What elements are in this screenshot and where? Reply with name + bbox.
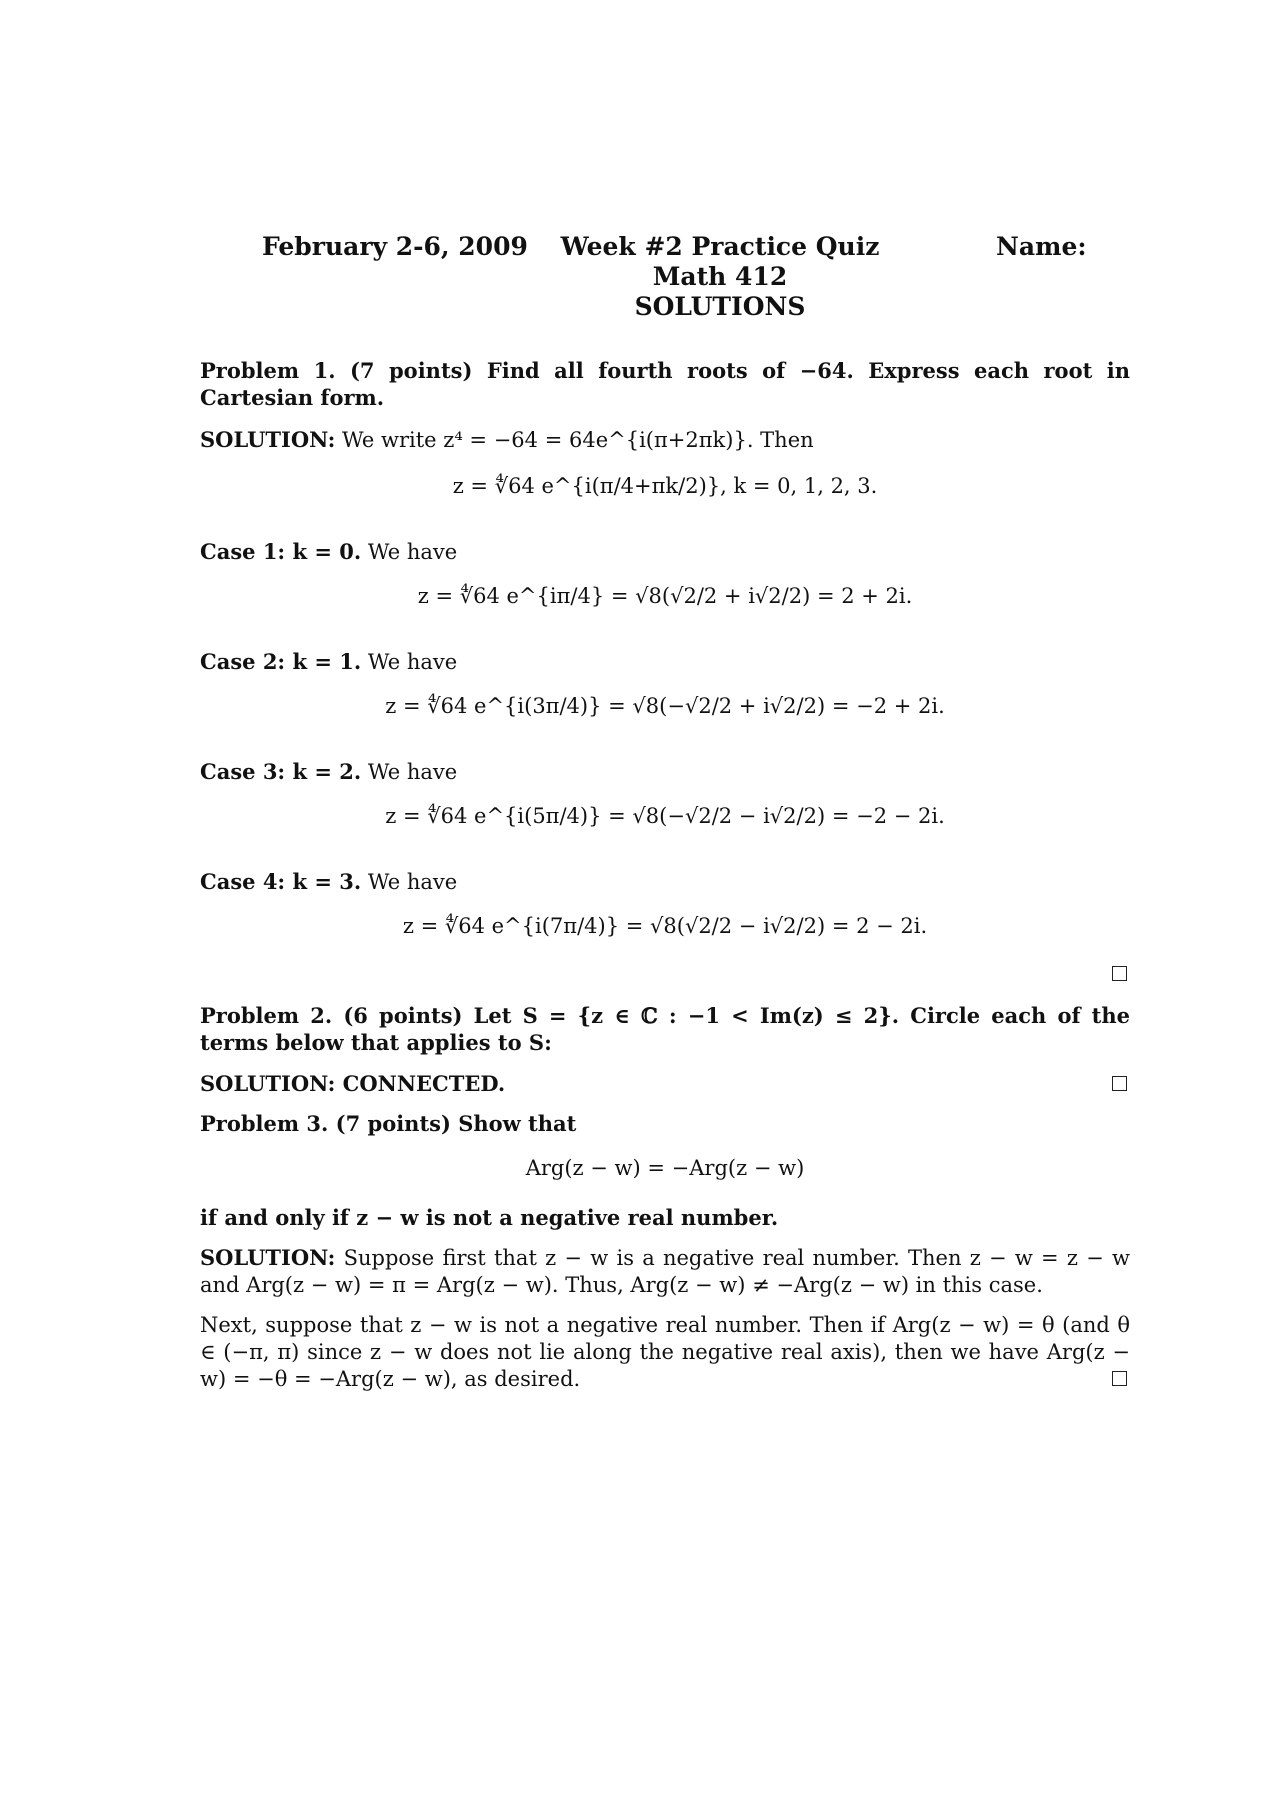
problem3-para1-text: Suppose first that z − w is a negative real number. Then z − w = z − w and Arg(z − w) = π = Arg(z − w). Thus, Arg(z − w) ≠ −Arg(z − w) in this case. [200,1246,1130,1297]
case1-text: We have [367,540,458,564]
problem3-solution-para2: Next, suppose that z − w is not a negative real number. Then if Arg(z − w) = θ (and θ ∈ (−π, π) since z − w does not lie along the negative real axis), then we have Arg(z − w) = −θ = −Arg(z − w), as desired. [200,1313,1130,1391]
problem1-solution-text: We write z⁴ = −64 = 64e^{i(π+2πk)}. Then [342,428,814,452]
case1-label: Case 1: k = 0. [200,539,362,564]
header-name-label: Name: [996,232,1087,261]
case3-equation: z = ∜64 e^{i(5π/4)} = √8(−√2/2 − i√2/2) = −2 − 2i. [385,804,945,828]
problem3-prompt: Problem 3. (7 points) Show that [200,1111,577,1136]
qed-square-icon [1112,966,1127,981]
problem3-equation: Arg(z − w) = −Arg(z − w) [525,1156,805,1180]
header-solutions: SOLUTIONS [634,292,806,321]
case3-label: Case 3: k = 2. [200,759,362,784]
header-title: Week #2 Practice Quiz [560,232,880,261]
problem1-solution-label: SOLUTION: [200,427,336,452]
header-date: February 2-6, 2009 [262,232,528,261]
problem3-solution-para1 [200,1244,1130,1299]
problem3-solution-label: SOLUTION: [200,1245,336,1270]
case3-line [200,758,1130,786]
case2-line [200,648,1130,676]
problem2-solution: SOLUTION: CONNECTED. [200,1071,506,1096]
qed-square-icon [1112,1076,1127,1091]
case4-text: We have [367,870,458,894]
case2-equation: z = ∜64 e^{i(3π/4)} = √8(−√2/2 + i√2/2) = −2 + 2i. [385,694,945,718]
case4-line [200,868,1130,896]
header-course: Math 412 [652,262,788,291]
case2-text: We have [367,650,458,674]
header-title-block [470,232,970,322]
problem1-solution [200,426,1130,454]
problem1-prompt: Problem 1. (7 points) Find all fourth roots of −64. Express each root in Cartesian form. [200,358,1130,410]
case1-equation: z = ∜64 e^{iπ/4} = √8(√2/2 + i√2/2) = 2 + 2i. [417,584,913,608]
case1-line [200,538,1130,566]
case4-equation: z = ∜64 e^{i(7π/4)} = √8(√2/2 − i√2/2) = 2 − 2i. [402,914,928,938]
problem1-general-equation: z = ∜64 e^{i(π/4+πk/2)}, k = 0, 1, 2, 3. [452,474,878,498]
problem2-prompt: Problem 2. (6 points) Let S = {z ∈ ℂ : −1 < Im(z) ≤ 2}. Circle each of the terms below that applies to S: [200,1003,1130,1055]
problem3-condition: if and only if z − w is not a negative real number. [200,1205,779,1230]
case4-label: Case 4: k = 3. [200,869,362,894]
case3-text: We have [367,760,458,784]
qed-square-icon [1112,1371,1127,1386]
case2-label: Case 2: k = 1. [200,649,362,674]
